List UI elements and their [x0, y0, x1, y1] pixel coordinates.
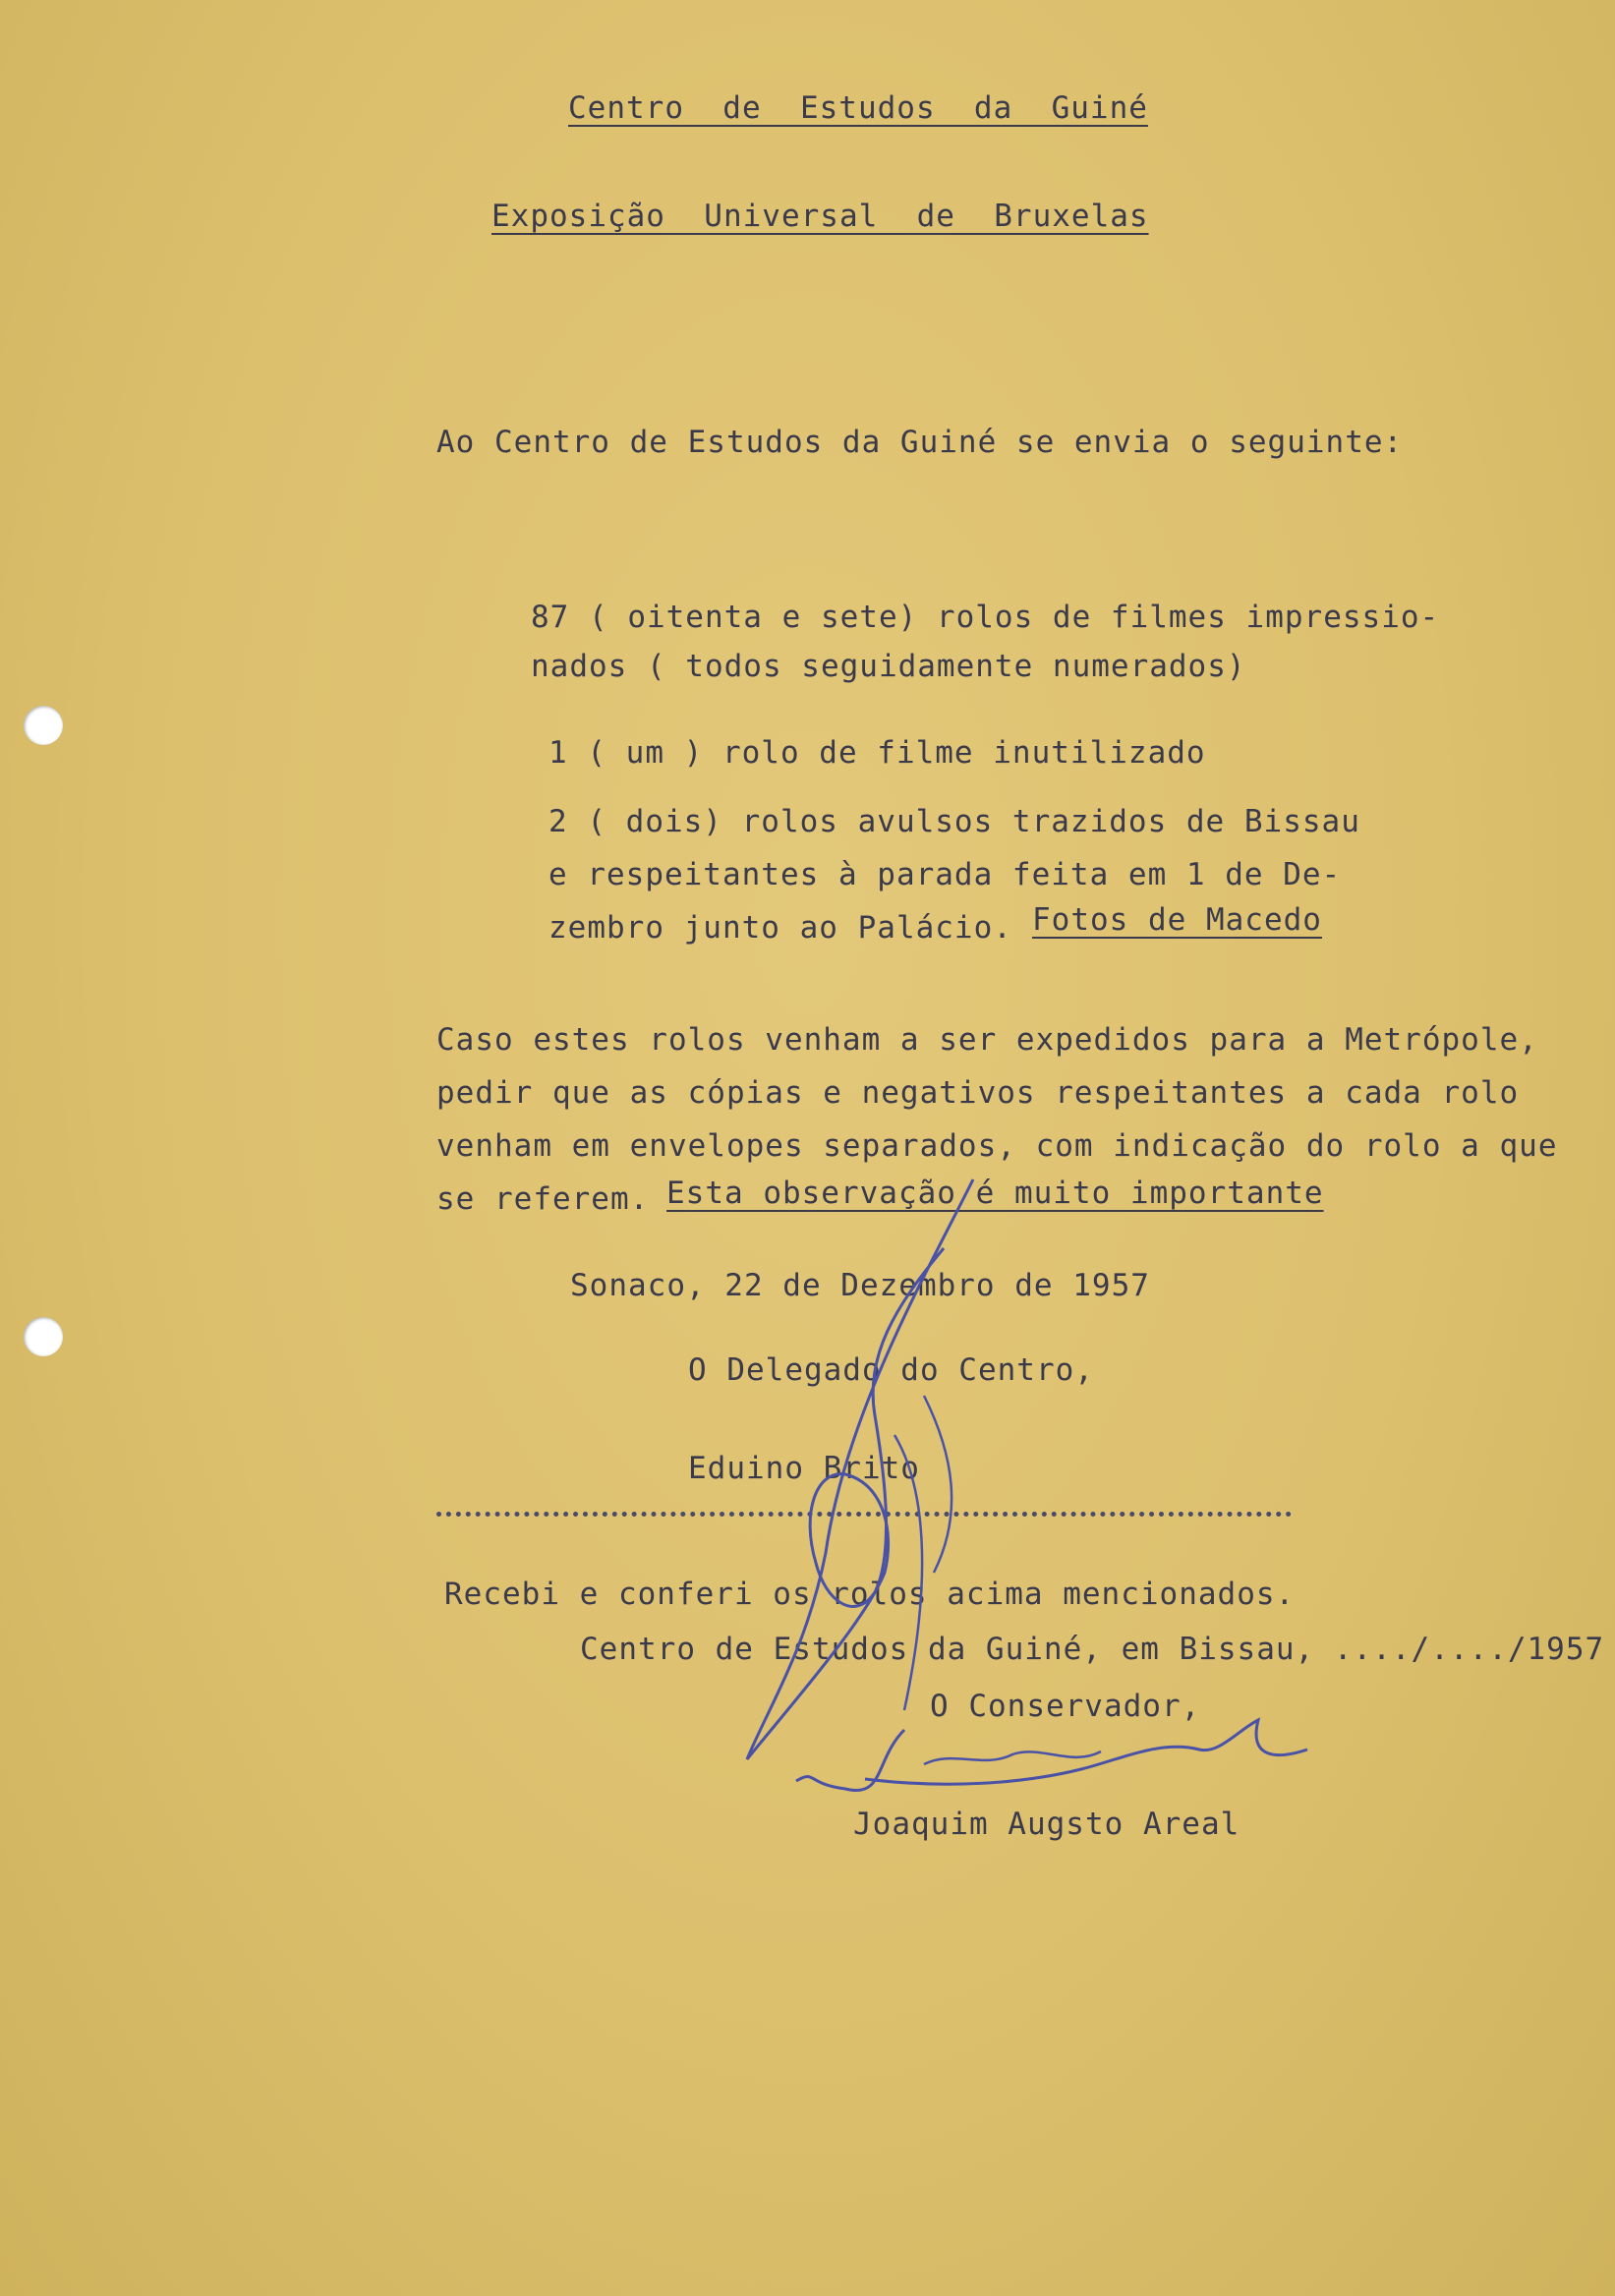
- note-line: Caso estes rolos venham a ser expedidos para a Metrópole,: [436, 1022, 1538, 1058]
- punch-hole: [24, 706, 63, 745]
- item-line: 1 ( um ) rolo de filme inutilizado: [548, 735, 1206, 771]
- note-emphasis: Esta observação é muito importante: [666, 1176, 1324, 1211]
- receipt-line: Recebi e conferi os rolos acima mencionados.: [444, 1577, 1296, 1612]
- punch-hole: [24, 1317, 63, 1356]
- note-line: venham em envelopes separados, com indicação do rolo a que: [436, 1128, 1558, 1164]
- note-line: pedir que as cópias e negativos respeitantes a cada rolo: [436, 1075, 1520, 1111]
- note-line: se referem.: [436, 1181, 650, 1217]
- item-line: nados ( todos seguidamente numerados): [531, 649, 1246, 684]
- photographer-credit: Fotos de Macedo: [1032, 902, 1322, 938]
- conservator-role: O Conservador,: [930, 1689, 1201, 1724]
- signatory-name: Eduino Brito: [688, 1451, 920, 1486]
- item-line: e respeitantes à parada feita em 1 de De-: [548, 857, 1342, 892]
- signature-areal: [786, 1691, 1317, 1818]
- header-title: Centro de Estudos da Guiné: [568, 90, 1148, 126]
- item-line: 87 ( oitenta e sete) rolos de filmes impressio-: [531, 600, 1440, 635]
- receipt-place: Centro de Estudos da Guiné, em Bissau, ..../..../1957: [580, 1632, 1605, 1667]
- signatory-role: O Delegado do Centro,: [688, 1352, 1094, 1388]
- place-date: Sonaco, 22 de Dezembro de 1957: [570, 1268, 1150, 1303]
- header-subtitle: Exposição Universal de Bruxelas: [491, 199, 1149, 234]
- intro-line: Ao Centro de Estudos da Guiné se envia o seguinte:: [436, 425, 1404, 460]
- item-line: zembro junto ao Palácio.: [548, 910, 1012, 946]
- conservator-name: Joaquim Augsto Areal: [853, 1807, 1240, 1842]
- item-line: 2 ( dois) rolos avulsos trazidos de Bissau: [548, 804, 1360, 839]
